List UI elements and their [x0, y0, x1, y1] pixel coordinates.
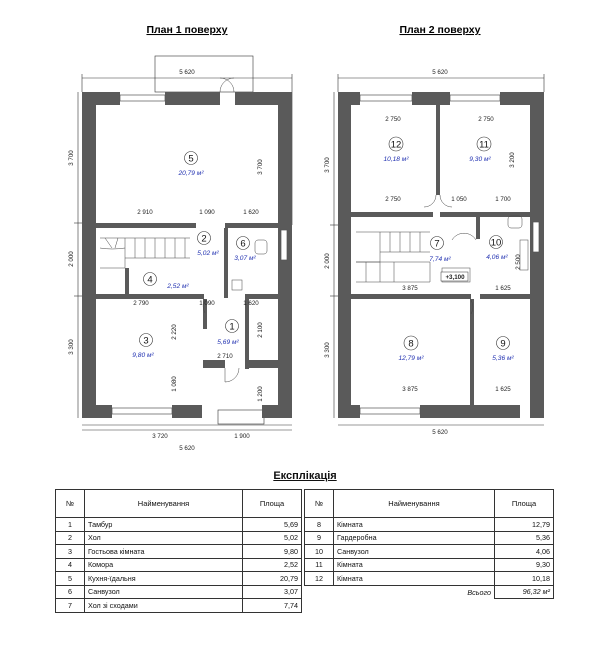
f1-room-2	[197, 232, 219, 258]
explication-title: Експлікація	[273, 470, 337, 482]
f2-room-7-num: 7	[434, 238, 440, 250]
row-name: Гардеробна	[334, 531, 495, 545]
f1-dim-h2710: 2 710	[217, 353, 233, 360]
explication-table-right	[304, 489, 554, 599]
f1-dim-left-top: 3 700	[68, 150, 75, 166]
header-area: Площа	[495, 490, 554, 518]
floor1-title: План 1 поверху	[146, 24, 228, 36]
header-num: №	[56, 490, 85, 518]
f1-dim-bottom-left: 3 720	[152, 433, 168, 440]
f1-room-5-num: 5	[188, 153, 194, 165]
total-label: Всього	[305, 585, 495, 599]
row-num: 3	[56, 545, 85, 559]
row-num: 11	[305, 558, 334, 572]
row-area: 3,07	[243, 585, 302, 599]
table-row	[305, 545, 554, 559]
table-row	[56, 545, 302, 559]
f1-dim-right-top: 3 700	[257, 159, 264, 175]
f2-room-9-num: 9	[500, 338, 506, 350]
table-row	[56, 585, 302, 599]
f2-dim-left-top: 3 700	[324, 157, 331, 173]
row-area: 2,52	[243, 558, 302, 572]
f2-dim-left-bot: 3 300	[324, 342, 331, 358]
f2-dim-h3875-top: 3 875	[402, 285, 418, 292]
f1-room-3-num: 3	[143, 335, 149, 347]
row-area: 10,18	[495, 572, 554, 586]
f1-room-3-area: 9,80 м²	[132, 352, 154, 359]
floor1-stairs	[100, 238, 190, 268]
f1-room-6	[234, 237, 256, 263]
f2-dim-h1625-bot: 1 625	[495, 386, 511, 393]
f1-room-6-num: 6	[240, 238, 246, 250]
table-row	[305, 518, 554, 532]
row-num: 10	[305, 545, 334, 559]
f2-dim-h3875-bot: 3 875	[402, 386, 418, 393]
row-name: Тамбур	[85, 518, 243, 532]
table-row	[56, 558, 302, 572]
f1-dim-row1-c: 1 620	[243, 209, 259, 216]
row-num: 4	[56, 558, 85, 572]
f2-dim-mid-1700: 1 700	[495, 196, 511, 203]
f2-dim-r11-top: 2 750	[478, 116, 494, 123]
row-num: 7	[56, 599, 85, 613]
f1-room-1-num: 1	[229, 321, 235, 333]
f2-dim-left-mid: 2 000	[324, 253, 331, 269]
f1-room-1	[217, 320, 239, 347]
f1-dim-left-mid: 2 000	[68, 251, 75, 267]
f2-dim-right-top: 3 200	[509, 152, 516, 168]
table-header-row	[305, 490, 554, 518]
row-name: Кімната	[334, 518, 495, 532]
f2-dim-bottom-total: 5 620	[432, 429, 448, 436]
f2-room-11-num: 11	[479, 139, 489, 151]
f1-room-5	[177, 152, 204, 178]
total-value: 96,32 м²	[495, 585, 554, 599]
f1-dim-v1200: 1 200	[257, 386, 264, 402]
explication-table-left	[55, 489, 302, 613]
f2-level-mark	[441, 272, 468, 281]
row-num: 8	[305, 518, 334, 532]
row-name: Хол	[85, 531, 243, 545]
floor2-title: План 2 поверху	[399, 24, 481, 36]
row-area: 9,30	[495, 558, 554, 572]
f2-room-9	[492, 337, 514, 363]
f2-room-10-area: 4,06 м²	[486, 254, 508, 261]
f1-dim-row1-b: 1 090	[199, 209, 215, 216]
f1-room-4-area: 2,52 м²	[167, 283, 189, 290]
f1-dim-left-bot: 3 300	[68, 339, 75, 355]
table-header-row	[56, 490, 302, 518]
f2-room-12	[383, 137, 409, 163]
row-num: 5	[56, 572, 85, 586]
f2-room-9-area: 5,36 м²	[492, 355, 514, 362]
floor1-walls	[82, 92, 292, 418]
floor2-walls	[338, 92, 544, 418]
table-row	[305, 558, 554, 572]
f2-dim-h1625-top: 1 625	[495, 285, 511, 292]
row-area: 7,74	[243, 599, 302, 613]
row-num: 2	[56, 531, 85, 545]
row-name: Гостьова кімната	[85, 545, 243, 559]
table-row	[56, 572, 302, 586]
f2-room-11-area: 9,30 м²	[469, 156, 491, 163]
row-area: 5,36	[495, 531, 554, 545]
f2-room-11	[469, 137, 491, 163]
f2-room-7	[429, 237, 451, 264]
f2-dim-v2500: 2 500	[515, 254, 522, 270]
f1-room-4-num: 4	[147, 274, 153, 286]
row-name: Комора	[85, 558, 243, 572]
table-total-row	[305, 585, 554, 599]
f2-dim-mid-1050: 1 050	[451, 196, 467, 203]
f1-room-4	[144, 273, 190, 291]
f1-room-2-area: 5,02 м²	[197, 250, 219, 257]
row-area: 20,79	[243, 572, 302, 586]
row-num: 12	[305, 572, 334, 586]
f1-dim-top: 5 620	[179, 69, 195, 76]
header-name: Найменування	[85, 490, 243, 518]
f1-dim-row1-a: 2 910	[137, 209, 153, 216]
f1-dim-bottom-door: 1 900	[234, 433, 250, 440]
f2-dim-r12-bot: 2 750	[385, 196, 401, 203]
row-area: 4,06	[495, 545, 554, 559]
row-area: 5,02	[243, 531, 302, 545]
row-name: Санвузол	[334, 545, 495, 559]
row-num: 6	[56, 585, 85, 599]
row-area: 12,79	[495, 518, 554, 532]
f2-room-8-area: 12,79 м²	[398, 355, 424, 362]
table-row	[56, 518, 302, 532]
f1-dim-row2-c: 1 620	[243, 300, 259, 307]
f2-dim-top: 5 620	[432, 69, 448, 76]
row-num: 9	[305, 531, 334, 545]
f2-room-12-area: 10,18 м²	[383, 156, 409, 163]
header-name: Найменування	[334, 490, 495, 518]
f1-dim-bottom-total: 5 620	[179, 445, 195, 452]
f2-room-10-num: 10	[490, 237, 502, 249]
f1-dim-row2-a: 2 790	[133, 300, 149, 307]
f2-room-7-area: 7,74 м²	[429, 256, 451, 263]
table-row	[305, 531, 554, 545]
f1-dim-v1080: 1 080	[171, 376, 178, 392]
row-name: Кімната	[334, 572, 495, 586]
f1-room-6-area: 3,07 м²	[234, 255, 256, 262]
f1-room-5-area: 20,79 м²	[178, 170, 204, 177]
f2-dim-r12-top: 2 750	[385, 116, 401, 123]
f1-room-2-num: 2	[201, 233, 207, 245]
row-area: 5,69	[243, 518, 302, 532]
floor1-dimension-lines	[74, 56, 292, 430]
table-row	[56, 531, 302, 545]
table-row	[305, 572, 554, 586]
f1-dim-v2100: 2 100	[257, 322, 264, 338]
f2-level-label: +3,100	[445, 274, 465, 281]
floor2-windows	[360, 95, 539, 414]
f1-dim-v2220: 2 220	[171, 324, 178, 340]
f1-dim-row2-b: 1 090	[199, 300, 215, 307]
row-name: Санвузол	[85, 585, 243, 599]
row-name: Кімната	[334, 558, 495, 572]
header-area: Площа	[243, 490, 302, 518]
f1-room-3	[132, 334, 154, 360]
row-name: Хол зі сходами	[85, 599, 243, 613]
f2-room-8-num: 8	[408, 338, 414, 350]
row-name: Кухня-їдальня	[85, 572, 243, 586]
f2-room-12-num: 12	[390, 139, 402, 151]
header-num: №	[305, 490, 334, 518]
row-num: 1	[56, 518, 85, 532]
f2-room-10	[486, 236, 508, 262]
row-area: 9,80	[243, 545, 302, 559]
f1-room-1-area: 5,69 м²	[217, 339, 239, 346]
table-row	[56, 599, 302, 613]
f2-room-8	[398, 336, 424, 362]
